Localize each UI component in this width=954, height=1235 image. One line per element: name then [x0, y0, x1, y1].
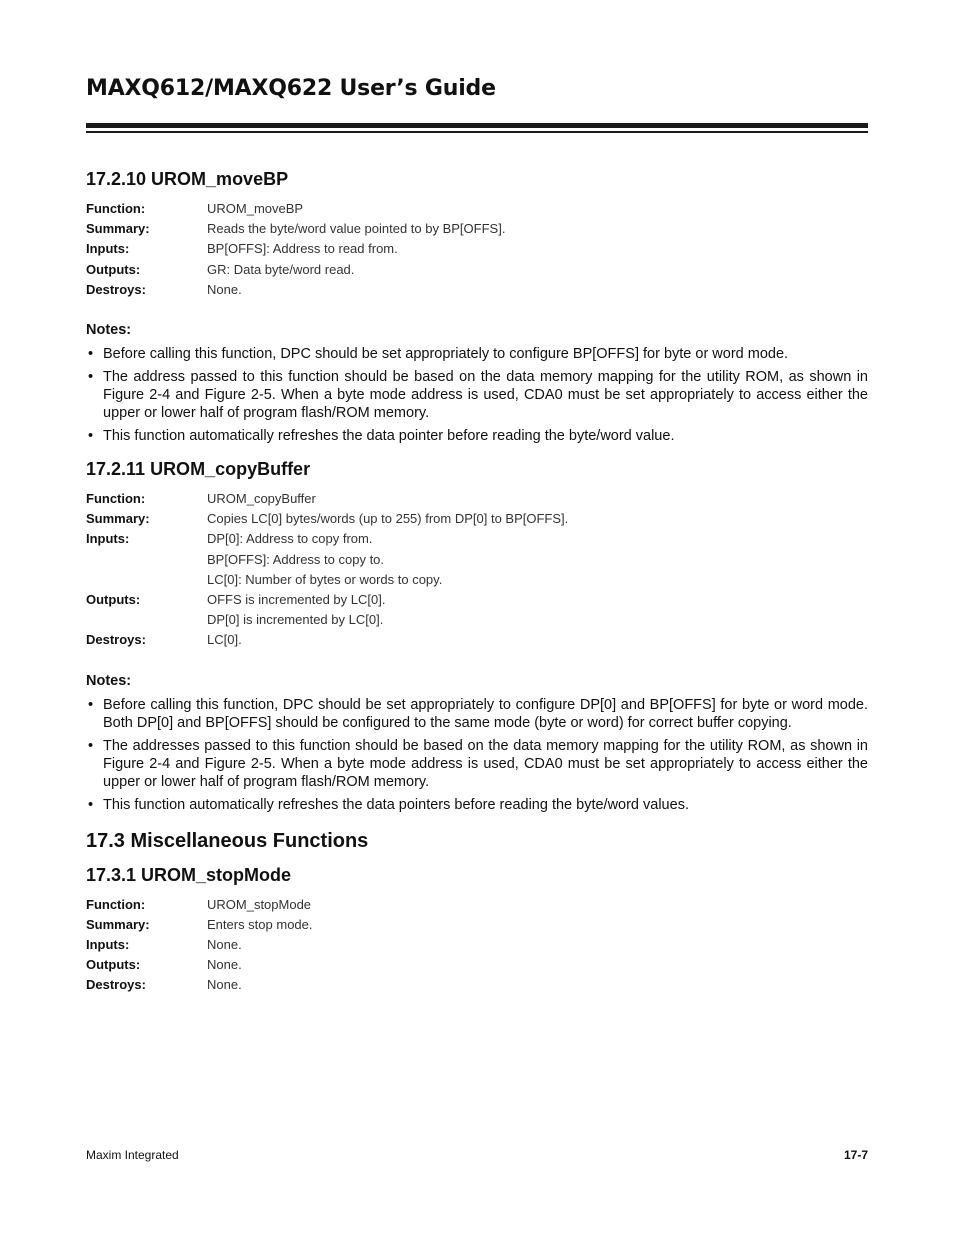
field-value: UROM_stopMode — [207, 896, 312, 912]
header-rule-thick — [86, 123, 868, 128]
field-label: Summary: — [86, 511, 150, 527]
footer-page-number: 17-7 — [843, 1148, 868, 1162]
note-item: • Before calling this function, DPC should be set appropriately to configure BP[OFFS] for byte or word mode. — [86, 345, 868, 363]
field-row-function — [86, 895, 868, 915]
field-value: BP[OFFS]: Address to read from. — [207, 241, 398, 257]
field-value: BP[OFFS]: Address to copy to. — [207, 551, 385, 567]
notes-label: Notes: — [86, 672, 132, 689]
section-urom-movebp — [86, 168, 868, 445]
field-row-destroys — [86, 975, 868, 995]
field-label: Destroys: — [86, 281, 146, 297]
notes-list — [86, 345, 868, 445]
field-row-inputs — [86, 935, 868, 955]
field-row-destroys — [86, 280, 868, 300]
section-urom-copybuffer — [86, 458, 868, 814]
section-miscellaneous-functions — [86, 829, 868, 996]
field-value: GR: Data byte/word read. — [207, 261, 355, 277]
field-row-inputs — [86, 239, 868, 259]
field-value: LC[0]. — [207, 632, 242, 648]
field-label: Function: — [86, 896, 146, 912]
field-label: Destroys: — [86, 632, 146, 648]
field-label: Destroys: — [86, 977, 146, 993]
field-row-outputs — [86, 955, 868, 975]
note-item: • The addresses passed to this function should be based on the data memory mapping for the utility ROM, as shown in Figure 2-4 and Figure 2-5. When a byte mode address is used, CDA0 must be set appropriately to access either the upper or lower half of program flash/ROM memory. — [86, 737, 868, 791]
field-label: Outputs: — [86, 592, 141, 608]
field-label: Function: — [86, 491, 146, 507]
note-item: • This function automatically refreshes the data pointers before reading the byte/word values. — [86, 796, 868, 814]
field-value: Copies LC[0] bytes/words (up to 255) from DP[0] to BP[OFFS]. — [207, 511, 569, 527]
field-row-inputs — [86, 529, 868, 590]
footer-company: Maxim Integrated — [86, 1148, 179, 1162]
field-value: Enters stop mode. — [207, 916, 313, 932]
notes-label: Notes: — [86, 322, 132, 339]
subsection-heading: 17.3.1 UROM_stopMode — [86, 864, 292, 885]
field-value: None. — [207, 937, 242, 953]
field-row-outputs — [86, 590, 868, 630]
field-value: DP[0]: Address to copy from. — [207, 531, 373, 547]
note-item: • Before calling this function, DPC should be set appropriately to configure DP[0] and BP[OFFS] for byte or word mode. Both DP[0] and BP[OFFS] should be configured to the same mode (byte or word) for correct buffer copying. — [86, 696, 868, 732]
definition-list — [86, 895, 868, 996]
definition-list — [86, 199, 868, 300]
field-value: OFFS is incremented by LC[0]. — [207, 592, 386, 608]
field-label: Summary: — [86, 221, 150, 237]
field-row-outputs — [86, 260, 868, 280]
definition-list — [86, 489, 868, 651]
section-heading: 17.2.10 UROM_moveBP — [86, 169, 289, 189]
field-row-summary — [86, 219, 868, 239]
header-rule-thin — [86, 131, 868, 133]
field-label: Inputs: — [86, 937, 130, 953]
field-label: Outputs: — [86, 261, 141, 277]
section-heading: 17.2.11 UROM_copyBuffer — [86, 459, 311, 480]
field-row-summary — [86, 915, 868, 935]
note-item: • This function automatically refreshes the data pointer before reading the byte/word value. — [86, 427, 868, 445]
field-row-function — [86, 489, 868, 509]
document-title: MAXQ612/MAXQ622 User’s Guide — [86, 76, 496, 101]
field-label: Outputs: — [86, 957, 141, 973]
field-value: Reads the byte/word value pointed to by BP[OFFS]. — [207, 221, 506, 237]
field-value: None. — [207, 957, 242, 973]
field-label: Inputs: — [86, 531, 130, 547]
field-label: Function: — [86, 201, 146, 216]
note-item: • The address passed to this function should be based on the data memory mapping for the utility ROM, as shown in Figure 2-4 and Figure 2-5. When a byte mode address is used, CDA0 must be set appropriately to access either the upper or lower half of program flash/ROM memory. — [86, 368, 868, 422]
field-row-summary — [86, 509, 868, 529]
field-value: UROM_moveBP — [207, 201, 304, 216]
field-value: None. — [207, 977, 242, 993]
field-value: UROM_copyBuffer — [207, 491, 316, 507]
page-content — [86, 168, 868, 996]
field-row-destroys — [86, 630, 868, 650]
field-label: Summary: — [86, 916, 150, 932]
field-value: None. — [207, 281, 242, 297]
field-row-function — [86, 199, 868, 219]
field-value: DP[0] is incremented by LC[0]. — [207, 612, 384, 628]
field-value: LC[0]: Number of bytes or words to copy. — [207, 571, 443, 587]
section-heading: 17.3 Miscellaneous Functions — [86, 829, 369, 852]
field-label: Inputs: — [86, 241, 130, 257]
notes-list — [86, 696, 868, 814]
